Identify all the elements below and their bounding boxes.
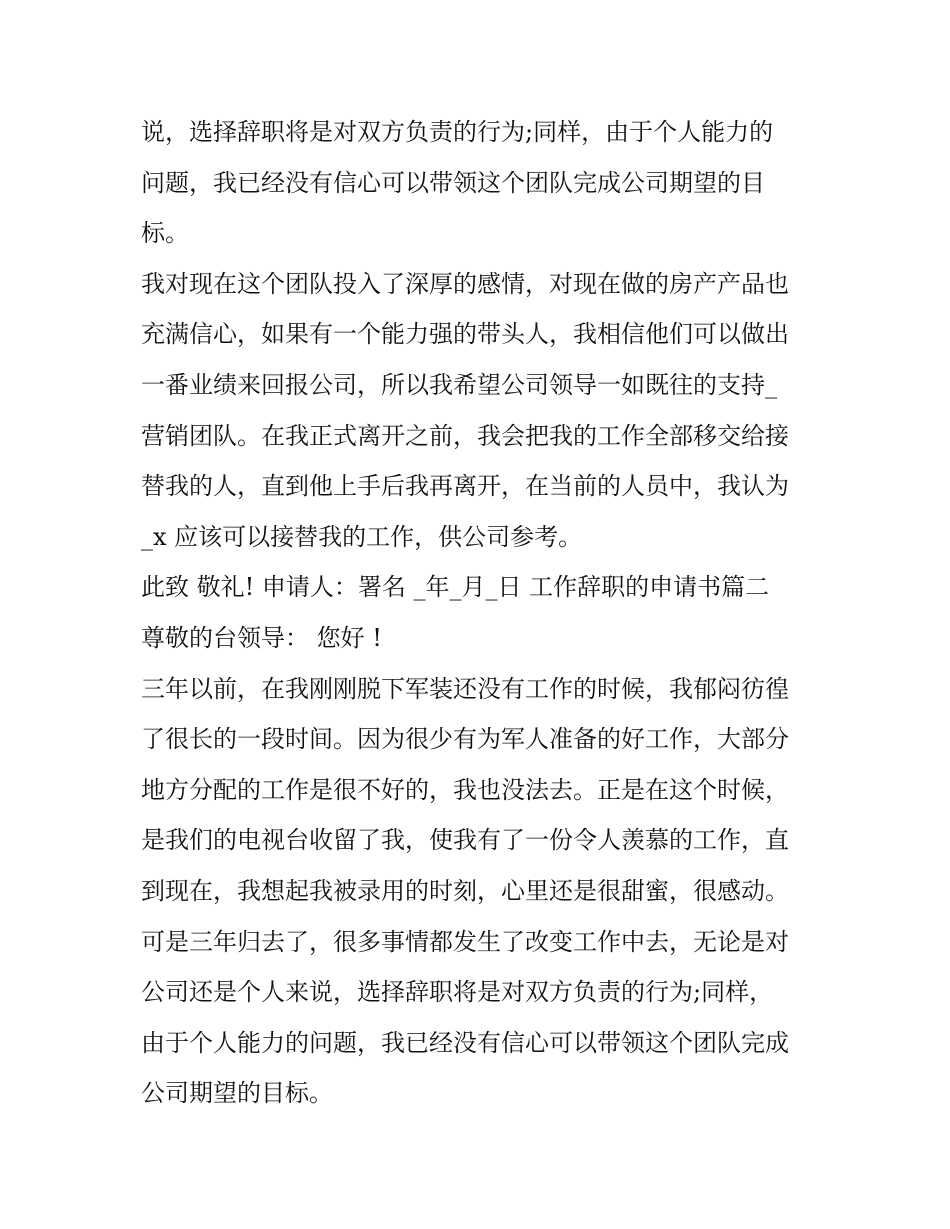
text-line: 公司期望的目标。 xyxy=(141,1079,333,1108)
text-line: 了很长的一段时间。因为很少有为军人准备的好工作，大部分 xyxy=(141,725,789,754)
text-line: 充满信心，如果有一个能力强的带头人，我相信他们可以做出 xyxy=(141,320,789,349)
text-line: 由于个人能力的问题，我已经没有信心可以带领这个团队完成 xyxy=(141,1028,789,1057)
text-line: 说，选择辞职将是对双方负责的行为;同样，由于个人能力的 xyxy=(141,118,774,146)
text-line: 标。 xyxy=(141,219,189,248)
text-line: 此致 敬礼! 申请人：署名 _年_月_日 工作辞职的申请书篇二 xyxy=(141,573,770,602)
text-line: 一番业绩来回报公司，所以我希望公司领导一如既往的支持_ xyxy=(141,370,777,399)
text-line: 营销团队。在我正式离开之前，我会把我的工作全部移交给接 xyxy=(141,421,789,450)
text-line: 是我们的电视台收留了我，使我有了一份令人羡慕的工作，直 xyxy=(141,826,789,855)
text-line: 可是三年归去了，很多事情都发生了改变工作中去，无论是对 xyxy=(141,927,789,956)
document-body xyxy=(141,107,821,1119)
text-line: 替我的人，直到他上手后我再离开，在当前的人员中，我认为 xyxy=(141,472,789,501)
text-line: _x 应该可以接替我的工作，供公司参考。 xyxy=(141,522,583,551)
text-line: 尊敬的台领导： 您好 ! xyxy=(141,623,382,652)
text-line: 三年以前，在我刚刚脱下军装还没有工作的时候，我郁闷彷徨 xyxy=(141,674,789,703)
text-line: 公司还是个人来说，选择辞职将是对双方负责的行为;同样， xyxy=(141,978,774,1007)
text-line: 问题，我已经没有信心可以带领这个团队完成公司期望的目 xyxy=(141,168,765,197)
text-line: 我对现在这个团队投入了深厚的感情，对现在做的房产产品也 xyxy=(141,269,789,298)
text-line: 到现在，我想起我被录用的时刻，心里还是很甜蜜，很感动。 xyxy=(141,876,789,905)
text-line: 地方分配的工作是很不好的，我也没法去。正是在这个时候， xyxy=(141,775,789,804)
